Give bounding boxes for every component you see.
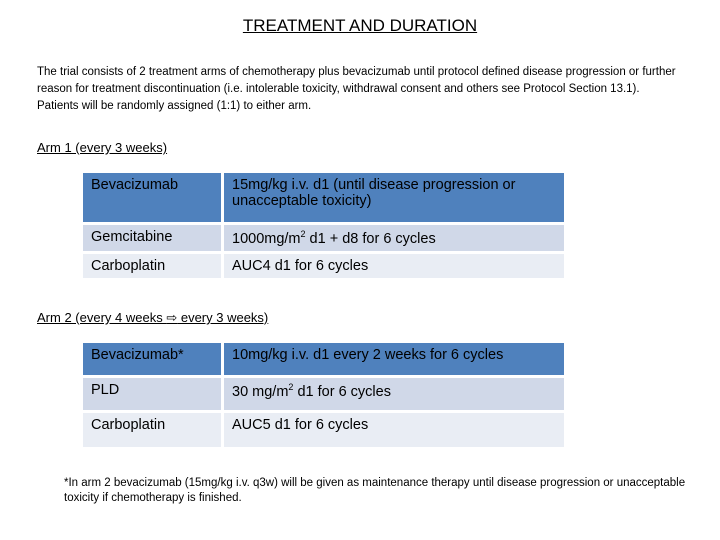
dose-cell xyxy=(224,378,564,410)
dose-text: 30 mg/m xyxy=(232,383,289,400)
arm2-label: every 3 weeks) xyxy=(177,310,269,325)
table-row xyxy=(83,343,564,375)
drug-cell: Gemcitabine xyxy=(83,225,224,251)
dose-text: d1 for 6 cycles xyxy=(293,383,391,400)
drug-cell: Bevacizumab xyxy=(83,173,224,222)
table-row xyxy=(83,254,564,278)
table-row xyxy=(83,173,564,222)
dose-cell: AUC5 d1 for 6 cycles xyxy=(224,413,564,447)
table-row xyxy=(83,378,564,410)
arm1-heading: Arm 1 (every 3 weeks) xyxy=(37,140,168,155)
dose-text: d1 + d8 for 6 cycles xyxy=(305,230,436,247)
dose-cell xyxy=(224,225,564,251)
table-row xyxy=(83,225,564,251)
arrow-right-icon: ⇨ xyxy=(166,310,178,325)
dose-cell: 15mg/kg i.v. d1 (until disease progression or unacceptable toxicity) xyxy=(224,173,564,222)
arm2-heading xyxy=(37,310,268,326)
arm1-table xyxy=(83,170,564,281)
dose-cell: 10mg/kg i.v. d1 every 2 weeks for 6 cycles xyxy=(224,343,564,375)
drug-cell: Carboplatin xyxy=(83,413,224,447)
dose-text: 1000mg/m xyxy=(232,230,301,247)
drug-cell: Bevacizumab* xyxy=(83,343,224,375)
drug-cell: PLD xyxy=(83,378,224,410)
drug-cell: Carboplatin xyxy=(83,254,224,278)
superscript: 2 xyxy=(300,229,306,239)
superscript: 2 xyxy=(288,382,294,392)
dose-cell: AUC4 d1 for 6 cycles xyxy=(224,254,564,278)
table-row xyxy=(83,413,564,447)
footnote: *In arm 2 bevacizumab (15mg/kg i.v. q3w) will be given as maintenance therapy until disease progression or unacceptable toxicity if chemotherapy is finished. xyxy=(64,477,686,504)
arm2-label: Arm 2 (every 4 weeks xyxy=(37,310,167,325)
arm2-table xyxy=(83,340,564,450)
page-title: TREATMENT AND DURATION xyxy=(242,16,478,35)
intro-text: The trial consists of 2 treatment arms of chemotherapy plus bevacizumab until protocol defined disease progression or further reason for treatment discontinuation (i.e. intolerable toxicity, withdrawal consent and others see Protocol Section 13.1). Patients will be randomly assigned (1:1) to either arm. xyxy=(37,66,676,112)
